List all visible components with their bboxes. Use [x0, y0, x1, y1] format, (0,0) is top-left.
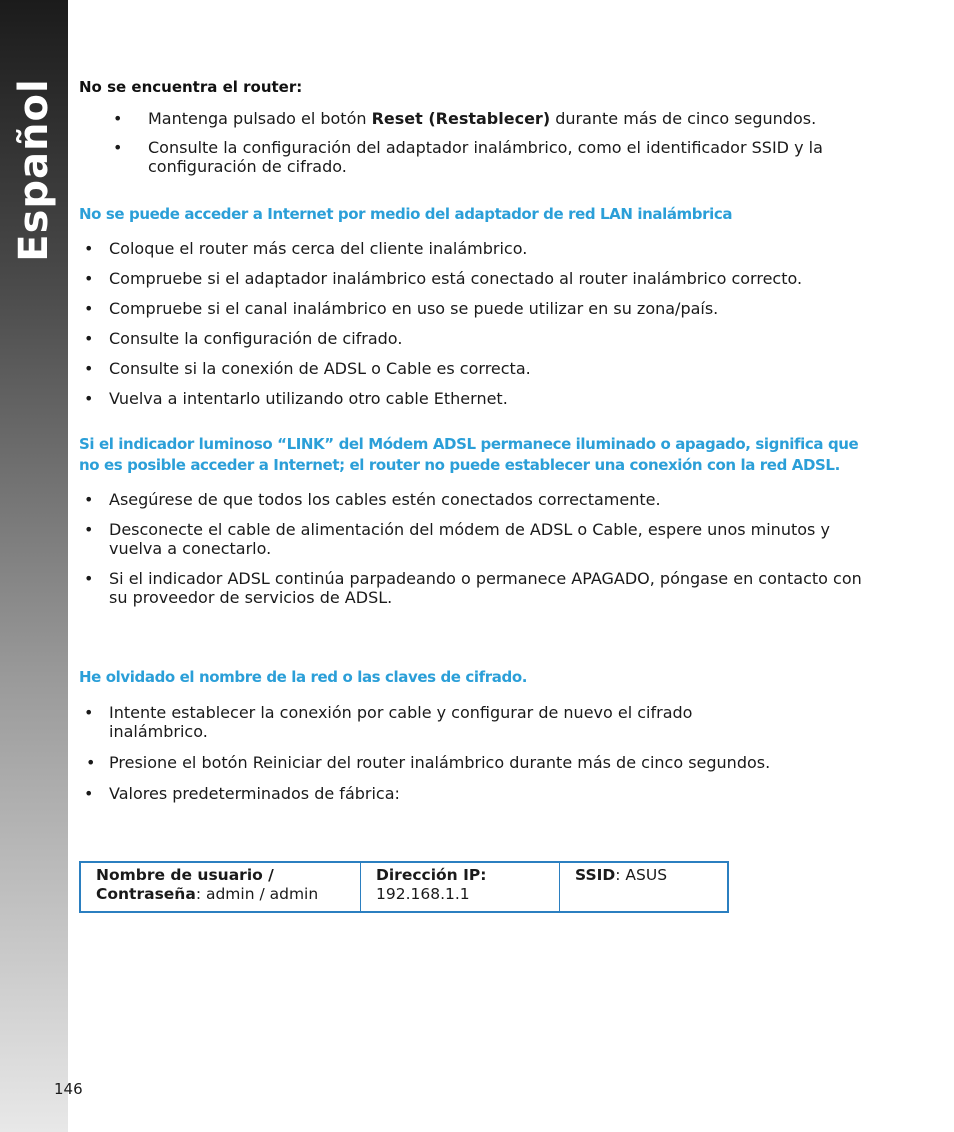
- list-item-text: Vuelva a intentarlo utilizando otro cable Ethernet.: [109, 389, 508, 408]
- list-item-text: Desconecte el cable de alimentación del módem de ADSL o Cable, espere unos minutos y vuelva a conectarlo.: [109, 520, 830, 558]
- list-item: [79, 269, 879, 288]
- list-item-text: Compruebe si el canal inalámbrico en uso se puede utilizar en su zona/país.: [109, 299, 719, 318]
- reset-button-name: Reset (Restablecer): [371, 109, 551, 128]
- list-item-text: Compruebe si el adaptador inalámbrico está conectado al router inalámbrico correcto.: [109, 269, 803, 288]
- list-item: [79, 389, 879, 408]
- ip-address-value: 192.168.1.1: [376, 885, 470, 903]
- language-tab-label: Español: [11, 78, 57, 262]
- list-item-text: Presione el botón Reiniciar del router inalámbrico durante más de cinco segundos.: [109, 753, 771, 772]
- link-indicator-heading-line-2: no es posible acceder a Internet; el router no puede establecer una conexión con la red ADSL.: [79, 456, 840, 474]
- bullet-dot: •: [84, 490, 94, 509]
- ip-address-label: Dirección IP:: [376, 866, 487, 884]
- router-not-found-list: [79, 109, 879, 176]
- credentials-cell: [81, 863, 361, 911]
- list-item-text: Valores predeterminados de fábrica:: [109, 784, 400, 803]
- router-not-found-heading: No se encuentra el router:: [79, 78, 303, 96]
- ssid-value: : ASUS: [615, 866, 668, 884]
- list-item-text: Coloque el router más cerca del cliente inalámbrico.: [109, 239, 528, 258]
- bullet-dot: •: [84, 269, 94, 288]
- list-item: [79, 329, 879, 348]
- list-item-text: Consulte la configuración de cifrado.: [109, 329, 403, 348]
- list-item-text-pre: Mantenga pulsado el botón: [148, 109, 372, 128]
- ip-address-cell: [361, 863, 560, 911]
- list-item-text: Intente establecer la conexión por cable y configurar de nuevo el cifrado inalámbrico.: [109, 703, 693, 741]
- list-item-text: Si el indicador ADSL continúa parpadeando o permanece APAGADO, póngase en contacto con su proveedor de servicios de ADSL.: [109, 569, 862, 607]
- no-internet-list: [79, 239, 879, 408]
- bullet-dot: •: [84, 569, 94, 588]
- list-item-text: Asegúrese de que todos los cables estén conectados correctamente.: [109, 490, 661, 509]
- ssid-label: SSID: [575, 866, 616, 884]
- bullet-dot: •: [86, 753, 96, 772]
- list-item: [79, 299, 879, 318]
- credentials-value: : admin / admin: [195, 885, 319, 903]
- bullet-dot: •: [84, 703, 94, 722]
- link-indicator-list: [79, 490, 879, 607]
- bullet-dot: •: [84, 784, 94, 803]
- list-item-text: Consulte la configuración del adaptador inalámbrico, como el identificador SSID y la configuración de cifrado.: [148, 138, 823, 176]
- list-item: [79, 784, 879, 803]
- list-item-text-post: durante más de cinco segundos.: [550, 109, 817, 128]
- bullet-dot: •: [84, 299, 94, 318]
- list-item: [79, 490, 879, 509]
- bullet-dot: •: [113, 138, 123, 157]
- list-item: [79, 520, 879, 558]
- list-item: [79, 359, 879, 378]
- link-indicator-heading: [79, 434, 879, 476]
- list-item: [79, 109, 879, 128]
- bullet-dot: •: [113, 109, 123, 128]
- bullet-dot: •: [84, 520, 94, 539]
- page-number: 146: [54, 1080, 83, 1098]
- list-item: [79, 138, 848, 176]
- link-indicator-heading-line-1: Si el indicador luminoso “LINK” del Módem ADSL permanece iluminado o apagado, significa que: [79, 435, 859, 453]
- credentials-label: Nombre de usuario / Contraseña: [96, 866, 274, 903]
- forgot-keys-heading: He olvidado el nombre de la red o las claves de cifrado.: [79, 668, 528, 686]
- list-item: [79, 569, 869, 607]
- no-internet-heading: No se puede acceder a Internet por medio del adaptador de red LAN inalámbrica: [79, 205, 733, 223]
- factory-defaults-table: [79, 861, 729, 913]
- forgot-keys-list: [79, 703, 879, 803]
- bullet-dot: •: [84, 359, 94, 378]
- list-item-text: Consulte si la conexión de ADSL o Cable es correcta.: [109, 359, 531, 378]
- ssid-cell: [560, 863, 727, 911]
- list-item: [79, 703, 749, 741]
- bullet-dot: •: [84, 389, 94, 408]
- bullet-dot: •: [84, 329, 94, 348]
- list-item: [79, 239, 879, 258]
- language-side-tab: [0, 0, 68, 1132]
- bullet-dot: •: [84, 239, 94, 258]
- list-item: [79, 753, 879, 772]
